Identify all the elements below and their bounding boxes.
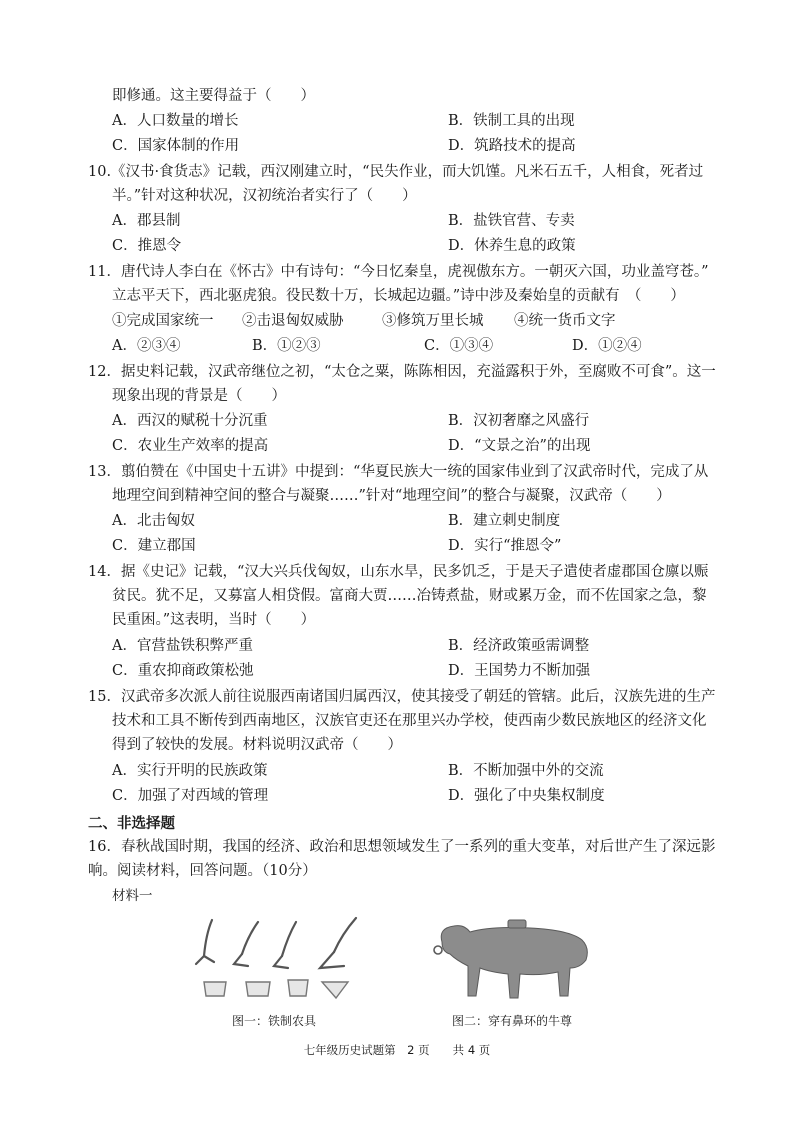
- q12-option-d: D．“文景之治”的出现: [448, 438, 591, 454]
- tool-blade-1: [196, 956, 214, 964]
- q10-option-c: C．推恩令: [112, 238, 182, 254]
- q10-stem-line2: 半。”针对这种状况，汉初统治者实行了（ ）: [112, 188, 417, 204]
- q12-option-b: B．汉初奢靡之风盛行: [448, 413, 590, 429]
- tool-blade-3: [274, 956, 288, 968]
- page-footer: 七年级历史试题第 2 页 共 4 页: [303, 1043, 491, 1057]
- q11-option-b: B．①②③: [252, 338, 321, 354]
- ox-zun-figure: [420, 914, 600, 1006]
- q9-option-d: D．筑路技术的提高: [448, 138, 576, 154]
- q13-option-a: A．北击匈奴: [112, 513, 195, 529]
- tool-blade-4: [320, 952, 344, 968]
- tool-handle-4: [334, 918, 356, 952]
- q9-stem-line2: 即修通。这主要得益于（ ）: [112, 88, 315, 104]
- q15-option-a: A．实行开明的民族政策: [112, 763, 268, 779]
- ox-body: [441, 926, 587, 998]
- tool-head-4: [322, 982, 348, 998]
- zun-lid: [508, 920, 526, 928]
- q10-option-d: D．休养生息的政策: [448, 238, 576, 254]
- q10-stem-line1: 10.《汉书·食货志》记载，西汉刚建立时，“民失作业，而大饥馑。凡米石五千，人相食，死者过: [88, 164, 704, 180]
- q10-option-b: B．盐铁官营、专卖: [448, 213, 575, 229]
- q12-stem-line1: 12．据史料记载，汉武帝继位之初，“太仓之粟，陈陈相因，充溢露积于外，至腐败不可食”。这一: [88, 364, 716, 380]
- q10-option-a: A．郡县制: [112, 213, 181, 229]
- q13-option-b: B．建立刺史制度: [448, 513, 561, 529]
- q15-option-d: D．强化了中央集权制度: [448, 788, 605, 804]
- tool-handle-1: [204, 920, 212, 956]
- nose-ring: [434, 946, 442, 954]
- q11-stem-line1: 11．唐代诗人李白在《怀古》中有诗句：“今日忆秦皇，虎视傲东方。一朝灭六国，功业盖穹苍。”: [88, 264, 709, 280]
- q16-stem-line2: 响。阅读材料，回答问题。（10分）: [88, 863, 317, 879]
- q9-option-a: A．人口数量的增长: [112, 113, 239, 129]
- q15-stem-line1: 15．汉武帝多次派人前往说服西南诸国归属西汉，使其接受了朝廷的管辖。此后，汉族先进的生产: [88, 689, 716, 705]
- tool-head-3: [288, 980, 308, 996]
- q11-item-1: ①完成国家统一: [112, 313, 214, 329]
- q14-option-a: A．官营盐铁积弊严重: [112, 638, 253, 654]
- q13-option-c: C．建立郡国: [112, 538, 196, 554]
- figure1-caption: 图一：铁制农具: [232, 1014, 317, 1028]
- tool-head-2: [246, 982, 270, 996]
- q15-stem-line3: 得到了较快的发展。材料说明汉武帝（ ）: [112, 737, 402, 753]
- tool-handle-2: [242, 922, 258, 954]
- q14-option-d: D．王国势力不断加强: [448, 663, 591, 679]
- iron-farm-tools-figure: [184, 912, 384, 1004]
- figure2-caption: 图二：穿有鼻环的牛尊: [452, 1014, 573, 1028]
- q12-option-a: A．西汉的赋税十分沉重: [112, 413, 268, 429]
- q15-stem-line2: 技术和工具不断传到西南地区，汉族官吏还在那里兴办学校，使西南少数民族地区的经济文化: [112, 713, 707, 729]
- q12-stem-line2: 现象出现的背景是（ ）: [112, 388, 286, 404]
- q12-option-c: C．农业生产效率的提高: [112, 438, 269, 454]
- tool-blade-2: [234, 954, 248, 966]
- tool-head-1: [204, 982, 226, 996]
- q16-material-label: 材料一: [112, 888, 153, 904]
- q11-option-a: A．②③④: [112, 338, 181, 354]
- q14-stem-line2: 贫民。犹不足，又募富人相贷假。富商大贾……冶铸煮盐，财或累万金，而不佐国家之急，黎: [112, 588, 707, 604]
- q9-option-c: C．国家体制的作用: [112, 138, 240, 154]
- q16-stem-line1: 16．春秋战国时期，我国的经济、政治和思想领域发生了一系列的重大变革，对后世产生了深远影: [88, 839, 716, 855]
- q11-stem-line2: 立志平天下，西北驱虎狼。役民数十万，长城起边疆。”诗中涉及秦始皇的贡献有 （ ）: [112, 288, 685, 304]
- q15-option-b: B．不断加强中外的交流: [448, 763, 604, 779]
- q9-option-b: B．铁制工具的出现: [448, 113, 575, 129]
- q11-option-d: D．①②④: [572, 338, 642, 354]
- q13-stem-line1: 13．翦伯赞在《中国史十五讲》中提到：“华夏民族大一统的国家伟业到了汉武帝时代，完成了从: [88, 464, 709, 480]
- q13-stem-line2: 地理空间到精神空间的整合与凝聚……”针对“地理空间”的整合与凝聚，汉武帝（ ）: [112, 488, 671, 504]
- tool-handle-3: [282, 922, 296, 956]
- q14-option-b: B．经济政策亟需调整: [448, 638, 590, 654]
- q11-item-3: ③修筑万里长城: [382, 313, 484, 329]
- q11-item-2: ②击退匈奴威胁: [242, 313, 344, 329]
- q14-stem-line3: 民重困。”这表明，当时（ ）: [112, 612, 316, 628]
- q14-stem-line1: 14．据《史记》记载，“汉大兴兵伐匈奴，山东水旱，民多饥乏，于是天子遣使者虚郡国仓廪以赈: [88, 564, 709, 580]
- q11-option-c: C．①③④: [424, 338, 494, 354]
- q15-option-c: C．加强了对西域的管理: [112, 788, 269, 804]
- q11-item-4: ④统一货币文字: [514, 313, 616, 329]
- q14-option-c: C．重农抑商政策松弛: [112, 663, 254, 679]
- section-heading: 二、非选择题: [88, 816, 175, 832]
- q13-option-d: D．实行“推恩令”: [448, 538, 562, 554]
